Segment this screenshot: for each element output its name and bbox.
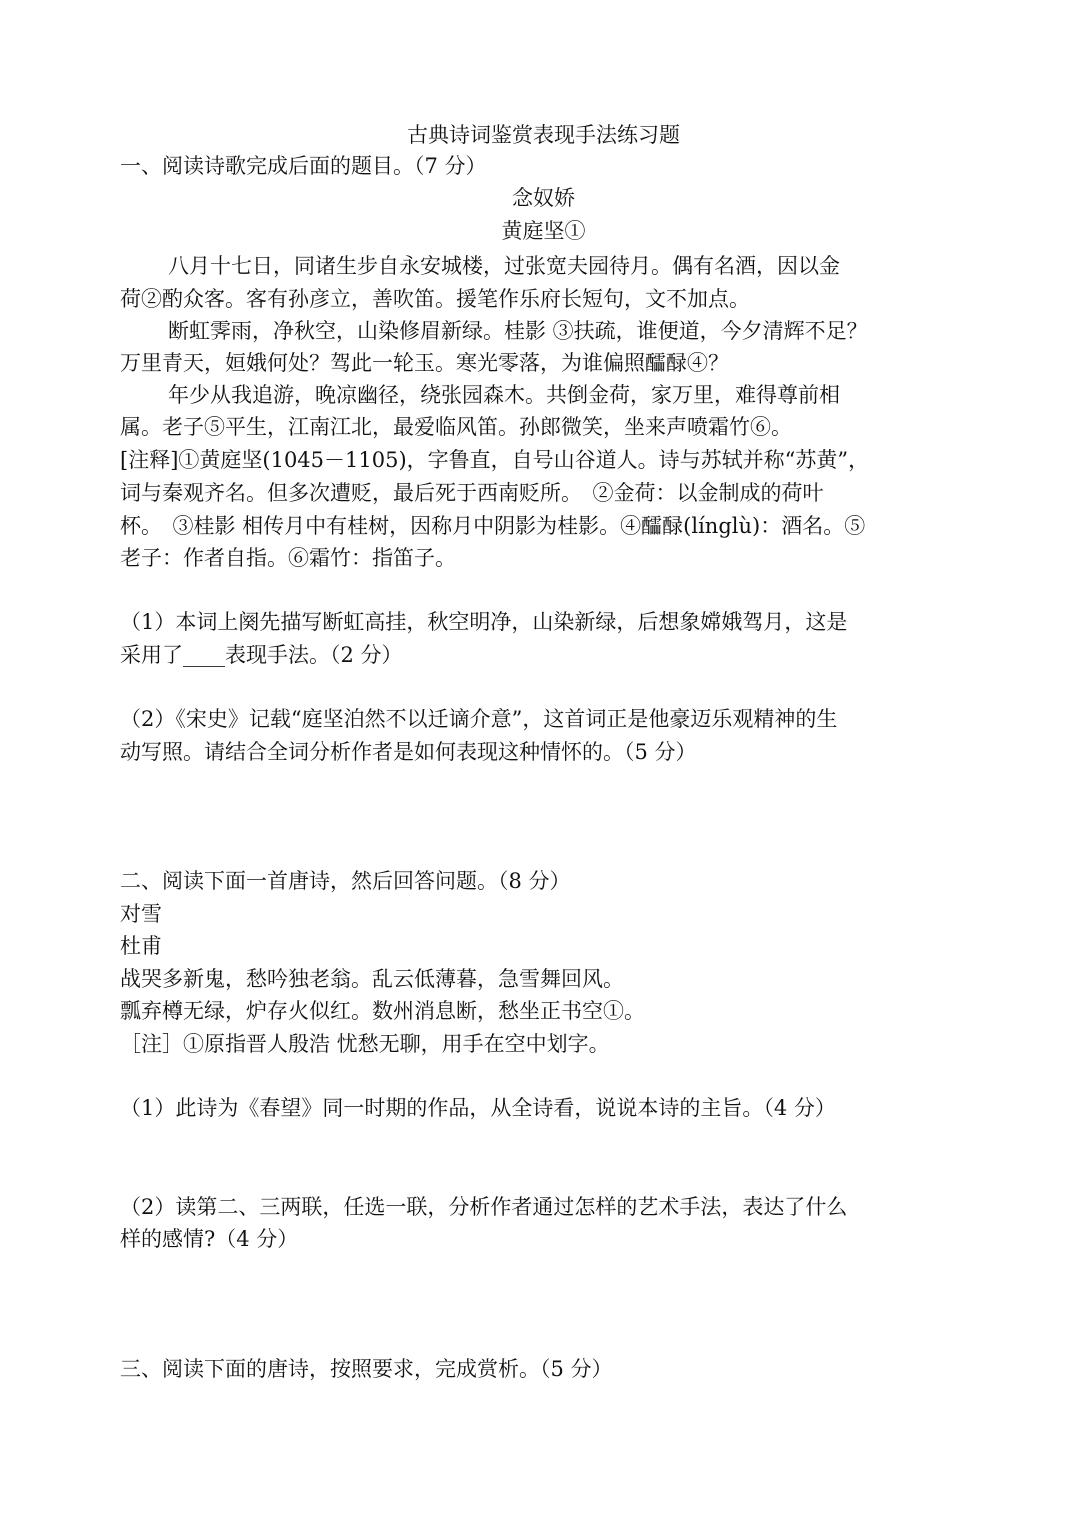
section-1-heading: 一、阅读诗歌完成后面的题目。（7 分） [120, 154, 487, 178]
preface-line-1: 八月十七日，同诸生步自永安城楼，过张宽夫园待月。偶有名酒，因以金 [168, 254, 840, 278]
poem-2-author: 杜甫 [120, 934, 162, 958]
question-1-2-line-1: （2）《宋史》记载“庭坚泊然不以迁谪介意”，这首词正是他豪迈乐观精神的生 [120, 707, 838, 731]
poem-1-title: 念奴娇 [512, 186, 575, 210]
question-2-2-line-2: 样的感情?（4 分） [120, 1227, 299, 1251]
stanza-2-line-2: 属。老子⑤平生，江南江北，最爱临风笛。孙郎微笑，坐来声喷霜竹⑥。 [120, 415, 792, 439]
question-2-1: （1）此诗为《春望》同一时期的作品，从全诗看，说说本诗的主旨。（4 分） [120, 1096, 836, 1120]
stanza-1-line-1: 断虹霁雨，净秋空，山染修眉新绿。桂影 ③扶疏，谁便道，今夕清辉不足？ [168, 319, 868, 343]
notes-line-4: 老子：作者自指。⑥霜竹：指笛子。 [120, 546, 456, 570]
question-1-2-line-2: 动写照。请结合全词分析作者是如何表现这种情怀的。（5 分） [120, 740, 697, 764]
poem-2-line-1: 战哭多新鬼，愁吟独老翁。乱云低薄暮，急雪舞回风。 [120, 967, 624, 991]
notes-line-2: 词与秦观齐名。但多次遭贬，最后死于西南贬所。 ②金荷：以金制成的荷叶 [120, 481, 824, 505]
question-1-1-line-1: （1）本词上阕先描写断虹高挂，秋空明净，山染新绿，后想象嫦娥驾月，这是 [120, 610, 848, 634]
stanza-1-line-2: 万里青天，姮娥何处？驾此一轮玉。寒光零落，为谁偏照醽醁④？ [120, 351, 729, 375]
preface-line-2: 荷②酌众客。客有孙彦立，善吹笛。援笔作乐府长短句，文不加点。 [120, 287, 750, 311]
section-2-heading: 二、阅读下面一首唐诗，然后回答问题。（8 分） [120, 869, 571, 893]
stanza-2-line-1: 年少从我追游，晚凉幽径，绕张园森木。共倒金荷，家万里，难得尊前相 [168, 383, 840, 407]
poem-1-author: 黄庭坚① [501, 219, 586, 243]
poem-2-title: 对雪 [120, 902, 162, 926]
notes-line-1: [注释]①黄庭坚(1045－1105)，字鲁直，自号山谷道人。诗与苏轼并称“苏黄”， [120, 448, 870, 472]
question-1-1-line-2: 采用了____表现手法。（2 分） [120, 643, 403, 667]
poem-2-note: ［注］①原指晋人殷浩 忧愁无聊，用手在空中划字。 [120, 1032, 610, 1056]
poem-2-line-2: 瓢弃樽无绿，炉存火似红。数州消息断，愁坐正书空①。 [120, 999, 645, 1023]
question-2-2-line-1: （2）读第二、三两联，任选一联，分析作者通过怎样的艺术手法，表达了什么 [120, 1195, 848, 1219]
section-3-heading: 三、阅读下面的唐诗，按照要求，完成赏析。（5 分） [120, 1357, 613, 1381]
notes-line-3: 杯。 ③桂影 相传月中有桂树，因称月中阴影为桂影。④醽醁(línglù)：酒名。⑤ [120, 514, 866, 538]
document-title: 古典诗词鉴赏表现手法练习题 [407, 123, 680, 147]
